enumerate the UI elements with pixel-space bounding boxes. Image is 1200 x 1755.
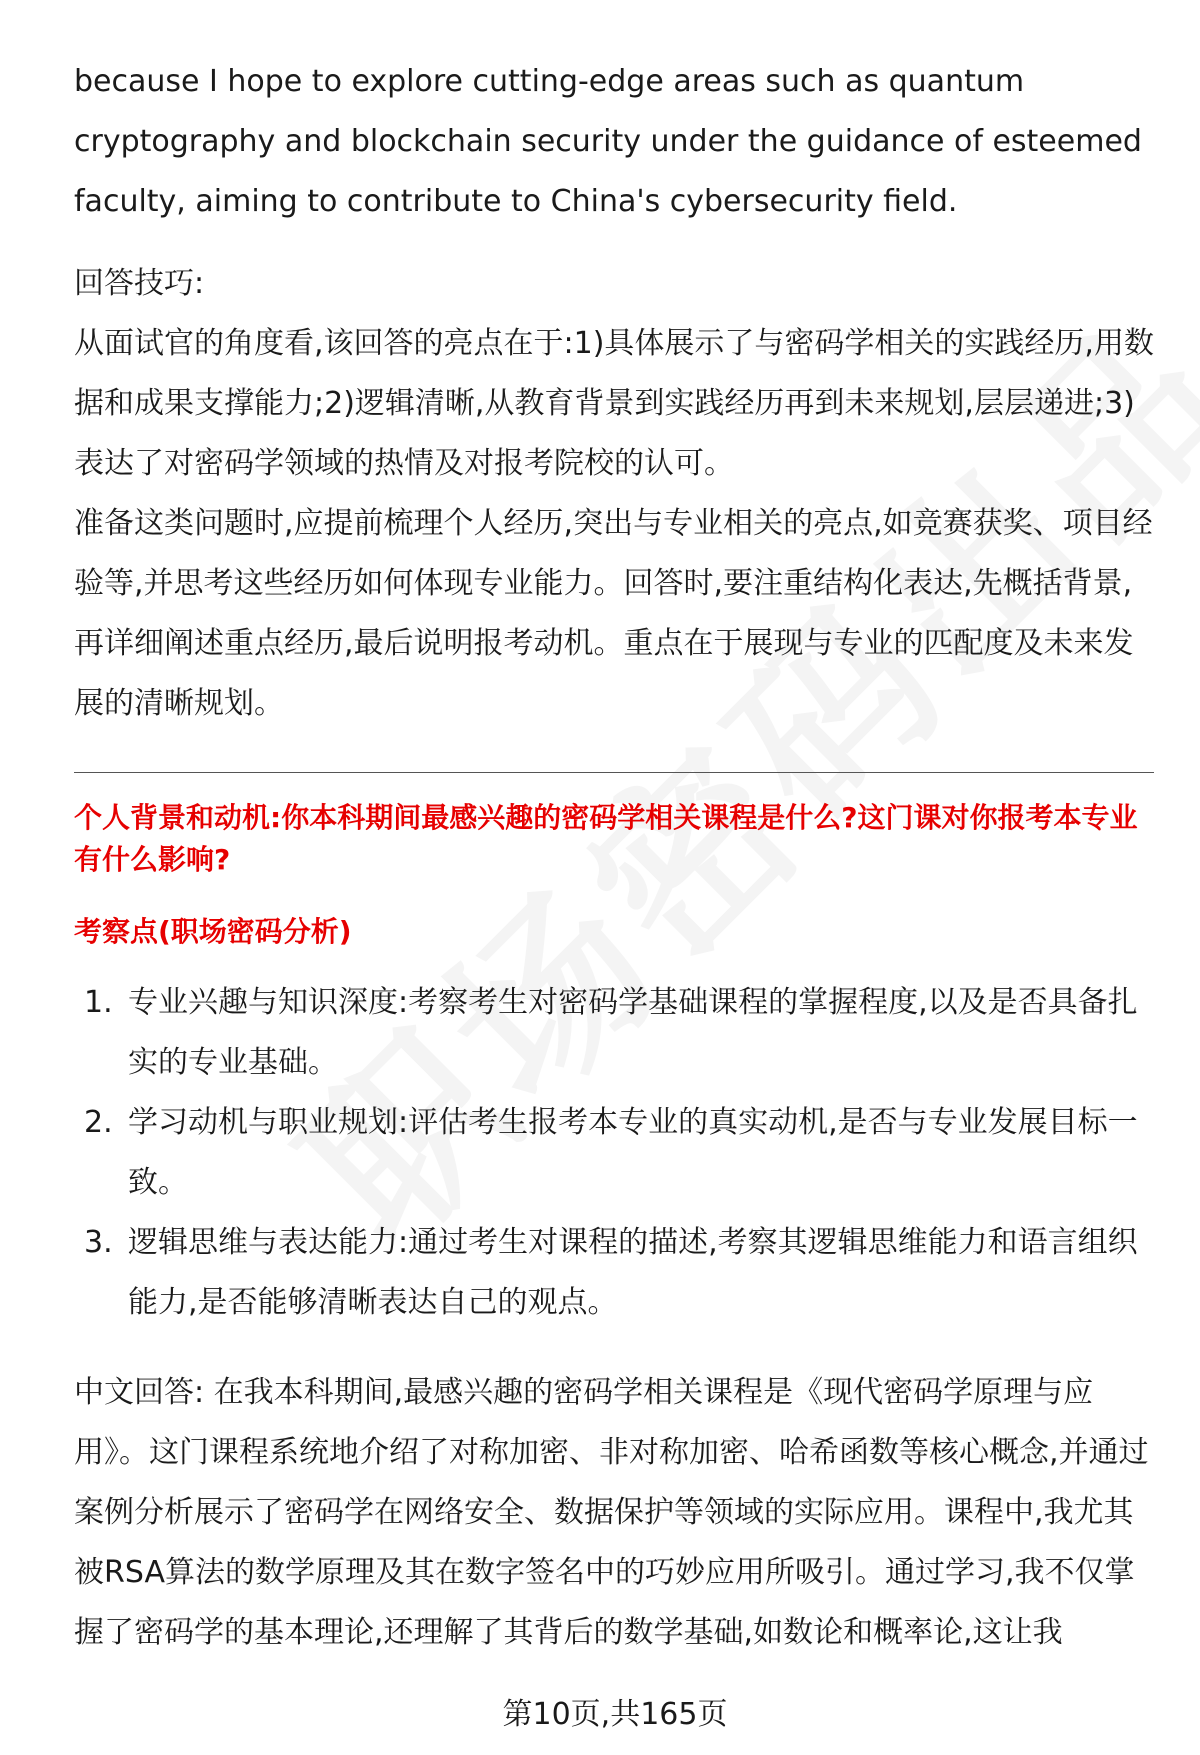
list-item <box>74 973 1154 1093</box>
page-content <box>74 52 1154 1663</box>
list-item-number: 1. <box>84 985 113 1020</box>
tips-paragraph-2: 准备这类问题时,应提前梳理个人经历,突出与专业相关的亮点,如竞赛获奖、项目经验等,并思考这些经历如何体现专业能力。回答时,要注重结构化表达,先概括背景,再详细阐述重点经历,最后说明报考动机。重点在于展现与专业的匹配度及未来发展的清晰规划。 <box>74 506 1153 721</box>
tips-label: 回答技巧: <box>74 266 205 301</box>
list-item-text: 专业兴趣与知识深度:考察考生对密码学基础课程的掌握程度,以及是否具备扎实的专业基础。 <box>128 985 1138 1080</box>
list-item-text: 逻辑思维与表达能力:通过考生对课程的描述,考察其逻辑思维能力和语言组织能力,是否能够清晰表达自己的观点。 <box>128 1225 1138 1320</box>
list-item <box>74 1093 1154 1213</box>
list-item-text: 学习动机与职业规划:评估考生报考本专业的真实动机,是否与专业发展目标一致。 <box>128 1105 1138 1200</box>
tips-paragraph-1: 从面试官的角度看,该回答的亮点在于:1)具体展示了与密码学相关的实践经历,用数据和成果支撑能力;2)逻辑清晰,从教育背景到实践经历再到未来规划,层层递进;3)表达了对密码学领域的热情及对报考院校的认可。 <box>74 326 1154 481</box>
focus-points-list <box>74 973 1154 1333</box>
question-heading: 个人背景和动机:你本科期间最感兴趣的密码学相关课程是什么?这门课对你报考本专业有什么影响? <box>74 801 1138 876</box>
page-footer: 第10页,共165页 <box>502 1697 728 1732</box>
list-item-number: 2. <box>84 1105 113 1140</box>
intro-english-paragraph: because I hope to explore cutting-edge areas such as quantum cryptography and blockchain security under the guidance of esteemed faculty, aiming to contribute to China's cybersecurity field. <box>74 64 1142 219</box>
answer-chinese-paragraph: 中文回答: 在我本科期间,最感兴趣的密码学相关课程是《现代密码学原理与应用》。这门课程系统地介绍了对称加密、非对称加密、哈希函数等核心概念,并通过案例分析展示了密码学在网络安全、数据保护等领域的实际应用。课程中,我尤其被RSA算法的数学原理及其在数字签名中的巧妙应用所吸引。通过学习,我不仅掌握了密码学的基本理论,还理解了其背后的数学基础,如数论和概率论,这让我 <box>74 1375 1149 1650</box>
focus-heading: 考察点(职场密码分析) <box>74 915 352 948</box>
list-item-number: 3. <box>84 1225 113 1260</box>
list-item <box>74 1213 1154 1333</box>
section-divider <box>74 772 1154 773</box>
